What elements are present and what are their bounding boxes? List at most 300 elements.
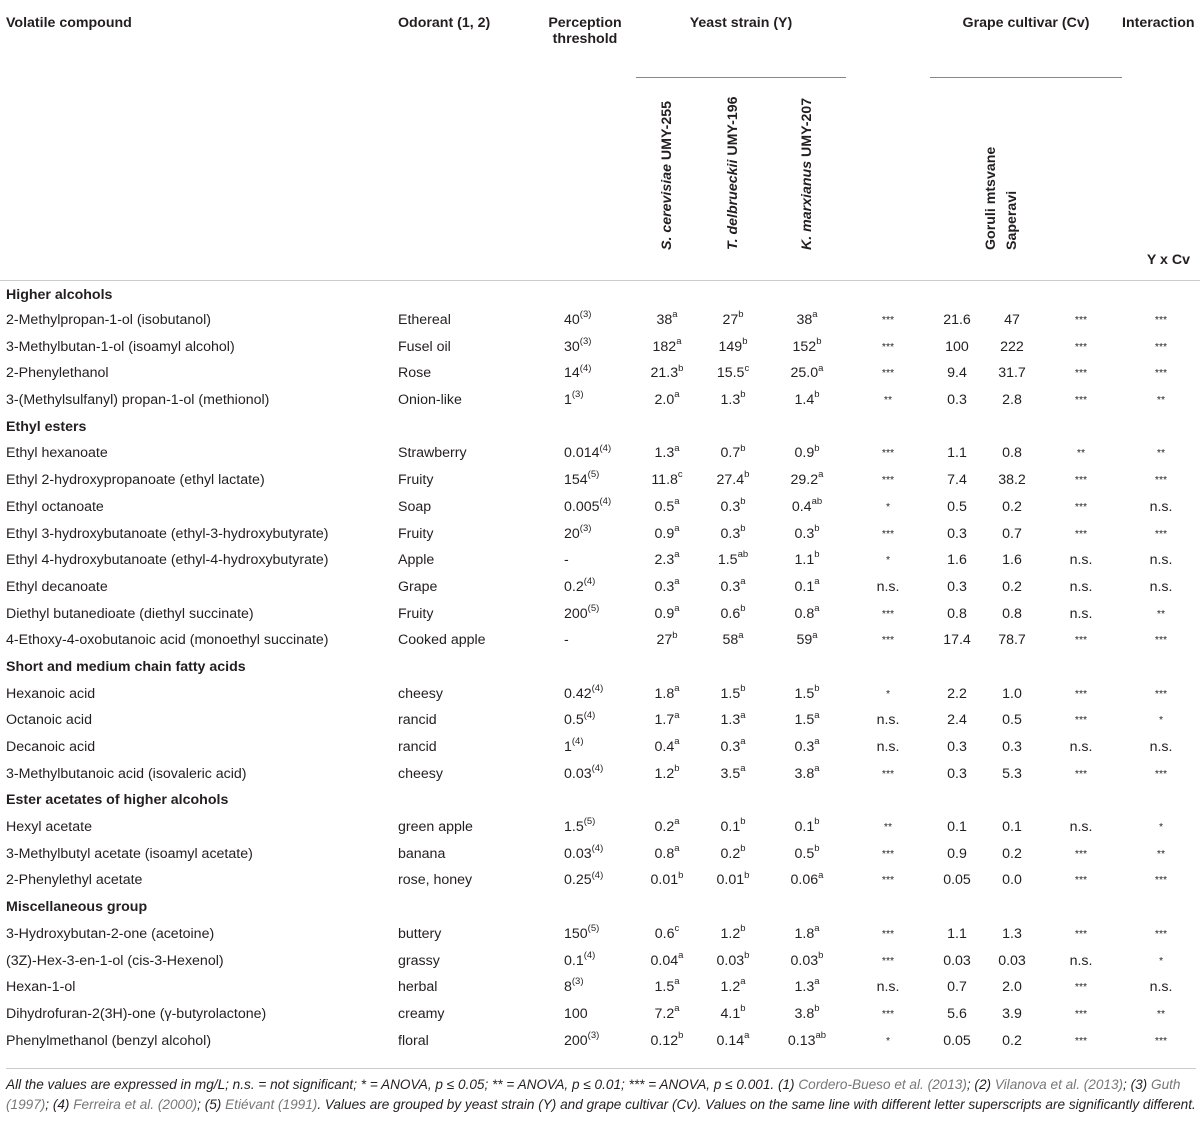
yeast-value-cell — [636, 307, 698, 334]
col-header-grape-cultivar: Grape cultivar (Cv) — [962, 15, 1090, 31]
odorant-cell: Strawberry — [398, 445, 467, 462]
compound-cell: Decanoic acid — [6, 739, 96, 756]
cultivar-2-value: 31.7 — [998, 365, 1026, 382]
yeast-letter: c — [744, 362, 750, 374]
yeast-value-cell — [768, 974, 846, 1001]
yeast-value: 1.3 — [794, 979, 815, 996]
yeast-letter: a — [674, 442, 680, 454]
odorant-cell: cheesy — [398, 765, 443, 782]
yeast-letter: b — [818, 949, 824, 961]
yeast-letter: a — [744, 1029, 750, 1041]
yeast-value: 1.5 — [717, 552, 738, 569]
col-header-yeast-2 — [698, 78, 768, 281]
yeast-value-cell — [636, 574, 698, 601]
yeast-value: 1.2 — [720, 925, 741, 942]
yeast-letter: a — [740, 709, 746, 721]
threshold-value: 30 — [564, 338, 580, 355]
cultivar-2-value: 222 — [1000, 338, 1024, 355]
yeast-value-cell — [768, 814, 846, 841]
threshold-ref: (4) — [591, 843, 604, 855]
cultivar-significance: n.s. — [1069, 739, 1093, 756]
compound-cell: Ethyl octanoate — [6, 498, 104, 515]
compound-cell: Hexanoic acid — [6, 685, 96, 702]
threshold-value: 8 — [564, 979, 572, 996]
yeast-letter: b — [740, 923, 746, 935]
yeast-value-cell — [636, 867, 698, 894]
cultivar-2-value: 1.6 — [1002, 552, 1022, 569]
interaction-significance: *** — [1154, 474, 1168, 487]
yeast-letter: a — [674, 1003, 680, 1015]
yeast-letter: b — [672, 629, 678, 641]
yeast-value-cell — [636, 1027, 698, 1054]
odorant-cell: Apple — [398, 552, 435, 569]
odorant-cell: floral — [398, 1032, 429, 1049]
ref-guth[interactable]: Guth (1997) — [6, 1077, 1181, 1112]
yeast-value: 0.2 — [720, 845, 741, 862]
odorant-cell: cheesy — [398, 685, 443, 702]
yeast-letter: b — [814, 442, 820, 454]
col-header-volatile-compound: Volatile compound — [6, 15, 132, 31]
interaction-significance: * — [1158, 954, 1164, 967]
yeast-significance: *** — [881, 954, 895, 967]
yeast-letter: a — [674, 976, 680, 988]
yeast-significance: * — [885, 1034, 891, 1047]
yeast-letter: a — [674, 389, 680, 401]
yeast-value-cell — [768, 921, 846, 948]
yeast-significance: *** — [881, 767, 895, 780]
interaction-significance: ** — [1156, 847, 1166, 860]
interaction-significance: *** — [1154, 340, 1168, 353]
yeast-letter: a — [738, 629, 744, 641]
threshold-cell — [534, 440, 636, 467]
yeast-letter: b — [678, 869, 684, 881]
yeast-letter: b — [814, 549, 820, 561]
cultivar-2-value: 0.8 — [1002, 445, 1022, 462]
odorant-cell: green apple — [398, 819, 473, 836]
yeast-significance: *** — [881, 1007, 895, 1020]
odorant-cell: Fruity — [398, 605, 434, 622]
yeast-value: 0.03 — [716, 952, 745, 969]
odorant-cell: Cooked apple — [398, 632, 486, 649]
yeast-1-code: UMY-255 — [659, 100, 675, 164]
odorant-cell: Ethereal — [398, 312, 451, 329]
yeast-letter: a — [814, 762, 820, 774]
yeast-letter: ab — [811, 496, 823, 508]
compound-cell: Hexan-1-ol — [6, 979, 76, 996]
cultivar-1-value: 0.1 — [947, 819, 967, 836]
col-header-yeast-strain: Yeast strain (Y) — [689, 15, 793, 31]
yeast-value-cell — [698, 387, 768, 414]
yeast-value: 1.7 — [654, 712, 675, 729]
compound-cell: Ethyl decanoate — [6, 578, 108, 595]
cultivar-1-value: 0.3 — [947, 392, 967, 409]
group-title: Ester acetates of higher alcohols — [6, 792, 229, 809]
ref-ferreira[interactable]: Ferreira et al. (2000) — [73, 1097, 198, 1112]
cultivar-2-value: 5.3 — [1002, 765, 1022, 782]
yeast-value-cell — [698, 707, 768, 734]
yeast-value-cell — [698, 680, 768, 707]
cultivar-significance: *** — [1074, 847, 1088, 860]
yeast-significance: ** — [883, 394, 893, 407]
yeast-value-cell — [636, 1001, 698, 1028]
interaction-significance: *** — [1154, 1034, 1168, 1047]
yeast-letter: ab — [815, 1029, 827, 1041]
yeast-letter: b — [740, 522, 746, 534]
yeast-value: 25.0 — [790, 365, 819, 382]
yeast-value-cell — [698, 360, 768, 387]
odorant-cell: Onion-like — [398, 392, 462, 409]
threshold-ref: (5) — [587, 469, 600, 481]
yeast-value: 0.5 — [654, 498, 675, 515]
threshold-value: 0.03 — [564, 765, 592, 782]
cultivar-2-value: 2.8 — [1002, 392, 1022, 409]
group-row — [0, 280, 1200, 307]
threshold-ref: (4) — [591, 869, 604, 881]
table-row — [0, 680, 1200, 707]
yeast-value: 0.7 — [720, 445, 741, 462]
cultivar-1-value: 2.4 — [947, 712, 967, 729]
threshold-cell — [534, 467, 636, 494]
yeast-letter: b — [740, 843, 746, 855]
threshold-cell — [534, 1001, 636, 1028]
cultivar-1-value: 0.03 — [943, 952, 971, 969]
interaction-significance: ** — [1156, 1007, 1166, 1020]
threshold-value: 1 — [564, 392, 572, 409]
col-header-cultivar-2: Saperavi — [984, 78, 1040, 281]
yeast-value-cell — [636, 814, 698, 841]
yeast-value-cell — [636, 440, 698, 467]
cultivar-2-value: 0.2 — [1002, 498, 1022, 515]
threshold-value: 200 — [564, 1032, 588, 1049]
yeast-value-cell — [636, 600, 698, 627]
cultivar-2-value: 0.2 — [1002, 578, 1022, 595]
yeast-value-cell — [768, 494, 846, 521]
threshold-cell — [534, 307, 636, 334]
table-row — [0, 840, 1200, 867]
yeast-letter: b — [742, 335, 748, 347]
group-row — [0, 654, 1200, 681]
cultivar-2-value: 78.7 — [998, 632, 1026, 649]
interaction-significance: n.s. — [1149, 552, 1173, 569]
threshold-cell — [534, 760, 636, 787]
yeast-letter: b — [678, 1029, 684, 1041]
yeast-value-cell — [698, 547, 768, 574]
cultivar-significance: *** — [1074, 634, 1088, 647]
compound-cell: 3-(Methylsulfanyl) propan-1-ol (methionol) — [6, 392, 270, 409]
yeast-value: 1.5 — [720, 685, 741, 702]
ref-vilanova[interactable]: Vilanova et al. (2013) — [994, 1077, 1124, 1092]
cultivar-significance: *** — [1074, 1007, 1088, 1020]
cultivar-significance: *** — [1074, 474, 1088, 487]
threshold-value: 14 — [564, 365, 580, 382]
interaction-significance: n.s. — [1149, 578, 1173, 595]
cultivar-2-value: 0.7 — [1002, 525, 1022, 542]
threshold-cell — [534, 574, 636, 601]
yeast-value: 0.3 — [720, 498, 741, 515]
col-header-odorant: Odorant (1, 2) — [398, 15, 491, 31]
yeast-value: 1.3 — [654, 445, 675, 462]
cultivar-2-value: 1.3 — [1002, 925, 1022, 942]
yeast-value: 1.8 — [794, 925, 815, 942]
yeast-letter: a — [674, 496, 680, 508]
yeast-letter: a — [812, 629, 818, 641]
yeast-value: 2.3 — [654, 552, 675, 569]
yeast-value: 29.2 — [790, 472, 819, 489]
yeast-value: 38 — [796, 312, 813, 329]
yeast-value: 0.2 — [654, 819, 675, 836]
yeast-significance: n.s. — [876, 979, 900, 996]
yeast-value: 0.4 — [791, 498, 812, 515]
yeast-letter: a — [814, 709, 820, 721]
threshold-cell — [534, 494, 636, 521]
col-header-yeast-3 — [768, 78, 846, 281]
yeast-value: 0.5 — [794, 845, 815, 862]
table-row — [0, 1027, 1200, 1054]
threshold-cell — [534, 734, 636, 761]
yeast-significance: *** — [881, 847, 895, 860]
yeast-value: 4.1 — [720, 1005, 741, 1022]
threshold-ref: (4) — [571, 736, 584, 748]
yeast-letter: a — [674, 522, 680, 534]
yeast-letter: c — [677, 469, 683, 481]
yeast-significance: *** — [881, 527, 895, 540]
threshold-cell — [534, 921, 636, 948]
compound-cell: Ethyl 2-hydroxypropanoate (ethyl lactate) — [6, 472, 265, 489]
yeast-value-cell — [636, 547, 698, 574]
compound-cell: (3Z)-Hex-3-en-1-ol (cis-3-Hexenol) — [6, 952, 224, 969]
cultivar-2-value: 0.2 — [1002, 1032, 1022, 1049]
yeast-value: 1.2 — [654, 765, 675, 782]
yeast-value-cell — [768, 1001, 846, 1028]
yeast-value-cell — [698, 1027, 768, 1054]
odorant-cell: Grape — [398, 578, 438, 595]
col-header-yeast-1 — [636, 78, 698, 281]
yeast-value-cell — [636, 734, 698, 761]
yeast-value: 15.5 — [716, 365, 745, 382]
perception-line2: threshold — [552, 31, 618, 47]
table-row — [0, 947, 1200, 974]
yeast-value-cell — [636, 707, 698, 734]
yeast-value-cell — [636, 520, 698, 547]
yeast-value: 38 — [656, 312, 673, 329]
cultivar-1-value: 5.6 — [947, 1005, 967, 1022]
yeast-value: 11.8 — [651, 472, 678, 489]
yeast-value: 0.9 — [794, 445, 815, 462]
cultivar-1-value: 0.8 — [947, 605, 967, 622]
col-header-cultivar-1: Goruli mtsvane — [930, 78, 984, 281]
interaction-significance: *** — [1154, 767, 1168, 780]
yeast-value-cell — [768, 360, 846, 387]
yeast-value: 0.04 — [650, 952, 679, 969]
yeast-value: 3.5 — [720, 765, 741, 782]
cultivar-1-value: 17.4 — [943, 632, 971, 649]
yeast-significance: n.s. — [876, 739, 900, 756]
threshold-value: 150 — [564, 925, 588, 942]
yeast-value: 1.1 — [794, 552, 815, 569]
compound-cell: Ethyl 3-hydroxybutanoate (ethyl-3-hydroxybutyrate) — [6, 525, 329, 542]
yeast-value-cell — [698, 494, 768, 521]
odorant-cell: buttery — [398, 925, 442, 942]
yeast-significance: *** — [881, 447, 895, 460]
odorant-cell: Fusel oil — [398, 338, 451, 355]
yeast-value: 0.1 — [720, 819, 741, 836]
threshold-value: 0.42 — [564, 685, 592, 702]
yeast-value-cell — [768, 867, 846, 894]
yeast-value-cell — [768, 760, 846, 787]
yeast-value-cell — [698, 734, 768, 761]
yeast-value: 0.4 — [654, 739, 675, 756]
yeast-letter: b — [740, 1003, 746, 1015]
ref-etievant[interactable]: Etiévant (1991) — [225, 1097, 318, 1112]
yeast-value-cell — [768, 520, 846, 547]
yeast-letter: a — [674, 736, 680, 748]
cultivar-2-value: 0.3 — [1002, 739, 1022, 756]
compound-cell: Octanoic acid — [6, 712, 92, 729]
yeast-value: 182 — [652, 338, 677, 355]
yeast-letter: b — [740, 816, 746, 828]
cultivar-significance: n.s. — [1069, 952, 1093, 969]
yeast-value-cell — [768, 1027, 846, 1054]
yeast-value-cell — [768, 440, 846, 467]
group-row — [0, 787, 1200, 814]
yeast-value: 0.6 — [720, 605, 741, 622]
yeast-letter: b — [678, 362, 684, 374]
threshold-value: - — [564, 552, 569, 569]
yeast-value-cell — [698, 467, 768, 494]
cultivar-significance: *** — [1074, 314, 1088, 327]
yeast-letter: a — [678, 949, 684, 961]
yeast-value: 0.8 — [794, 605, 815, 622]
threshold-value: 20 — [564, 525, 580, 542]
ref-cordero-bueso[interactable]: Cordero-Bueso et al. (2013) — [798, 1077, 967, 1092]
cultivar-1-value: 21.6 — [943, 312, 971, 329]
cultivar-2-value: 47 — [1004, 312, 1020, 329]
interaction-significance: ** — [1156, 447, 1166, 460]
yeast-letter: a — [674, 549, 680, 561]
yeast-value-cell — [698, 520, 768, 547]
yeast-letter: c — [674, 923, 680, 935]
threshold-value: - — [564, 632, 569, 649]
yeast-letter: a — [812, 309, 818, 321]
threshold-ref: (4) — [583, 949, 596, 961]
interaction-significance: n.s. — [1149, 739, 1173, 756]
odorant-cell: Soap — [398, 498, 432, 515]
compound-cell: 3-Methylbutyl acetate (isoamyl acetate) — [6, 845, 253, 862]
cultivar-1-value: 1.6 — [947, 552, 967, 569]
table-row — [0, 547, 1200, 574]
yeast-value-cell — [636, 627, 698, 654]
threshold-cell — [534, 814, 636, 841]
yeast-value-cell — [698, 840, 768, 867]
threshold-value: 0.2 — [564, 578, 584, 595]
yeast-value-cell — [636, 360, 698, 387]
interaction-significance: *** — [1154, 367, 1168, 380]
yeast-letter: a — [818, 362, 824, 374]
threshold-ref: (5) — [583, 816, 596, 828]
threshold-cell — [534, 520, 636, 547]
cultivar-1-value: 0.3 — [947, 525, 967, 542]
cultivar-1-value: 0.3 — [947, 739, 967, 756]
yeast-letter: a — [674, 576, 680, 588]
group-title: Miscellaneous group — [6, 899, 148, 916]
yeast-letter: b — [814, 389, 820, 401]
col-header-interaction: Interaction — [1122, 15, 1195, 31]
cultivar-2-value: 38.2 — [998, 472, 1026, 489]
yeast-letter: a — [740, 736, 746, 748]
yeast-value-cell — [768, 387, 846, 414]
group-title: Short and medium chain fatty acids — [6, 658, 246, 675]
yeast-value-cell — [636, 760, 698, 787]
table-body — [0, 280, 1200, 1054]
yeast-value-cell — [768, 547, 846, 574]
cultivar-significance: *** — [1074, 687, 1088, 700]
threshold-ref: (4) — [583, 709, 596, 721]
yeast-significance: * — [885, 554, 891, 567]
cultivar-1-value: 0.3 — [947, 765, 967, 782]
compound-cell: 3-Hydroxybutan-2-one (acetoine) — [6, 925, 215, 942]
cultivar-significance: *** — [1074, 527, 1088, 540]
cultivar-significance: n.s. — [1069, 819, 1093, 836]
odorant-cell: Rose — [398, 365, 432, 382]
table-footnote: All the values are expressed in mg/L; n.s. = not significant; * = ANOVA, p ≤ 0.05; ** = ANOVA, p ≤ 0.01; *** = ANOVA, p ≤ 0.001. (1) Cordero-Bueso et al. (2013); (2) Vilanova et al. (2013); (3) Guth (1997); (4) Ferreira et al. (2000); (5) Etiévant (1991). Values are grouped by yeast strain (Y) and grape cultivar (Cv). Values on the same line with different letter superscripts are significantly different. — [6, 1068, 1196, 1115]
cultivar-1-value: 7.4 — [947, 472, 967, 489]
yeast-value-cell — [636, 680, 698, 707]
yeast-1-species: S. cerevisiae — [659, 163, 675, 250]
threshold-value: 1.5 — [564, 819, 584, 836]
yeast-letter: b — [744, 949, 750, 961]
compound-cell: Phenylmethanol (benzyl alcohol) — [6, 1032, 212, 1049]
cultivar-significance: *** — [1074, 874, 1088, 887]
table-row — [0, 1001, 1200, 1028]
odorant-cell: creamy — [398, 1005, 445, 1022]
group-title: Ethyl esters — [6, 418, 87, 435]
threshold-value: 0.005 — [564, 498, 600, 515]
yeast-significance: *** — [881, 634, 895, 647]
cultivar-1-value: 100 — [945, 338, 969, 355]
odorant-cell: Fruity — [398, 472, 434, 489]
yeast-letter: a — [814, 576, 820, 588]
yeast-letter: b — [738, 309, 744, 321]
yeast-value: 152 — [792, 338, 817, 355]
yeast-letter: a — [818, 869, 824, 881]
yeast-value-cell — [768, 333, 846, 360]
cultivar-significance: n.s. — [1069, 552, 1093, 569]
yeast-value: 1.5 — [794, 685, 815, 702]
yeast-value: 0.06 — [790, 872, 819, 889]
yeast-value-cell — [768, 840, 846, 867]
yeast-letter: a — [674, 709, 680, 721]
yeast-letter: b — [740, 442, 746, 454]
yeast-value: 7.2 — [654, 1005, 675, 1022]
threshold-value: 0.03 — [564, 845, 592, 862]
compound-cell: 3-Methylbutanoic acid (isovaleric acid) — [6, 765, 247, 782]
interaction-significance: *** — [1154, 927, 1168, 940]
threshold-cell — [534, 387, 636, 414]
yeast-value: 0.9 — [654, 605, 675, 622]
cultivar-2-value: 0.2 — [1002, 845, 1022, 862]
yeast-value: 0.3 — [720, 525, 741, 542]
compound-cell: Ethyl hexanoate — [6, 445, 108, 462]
threshold-value: 40 — [564, 312, 580, 329]
threshold-ref: (4) — [583, 576, 596, 588]
threshold-value: 0.25 — [564, 872, 592, 889]
yeast-significance: *** — [881, 314, 895, 327]
threshold-cell — [534, 867, 636, 894]
yeast-value: 0.9 — [654, 525, 675, 542]
yeast-significance: *** — [881, 927, 895, 940]
yeast-value-cell — [698, 760, 768, 787]
yeast-value: 1.3 — [720, 712, 741, 729]
